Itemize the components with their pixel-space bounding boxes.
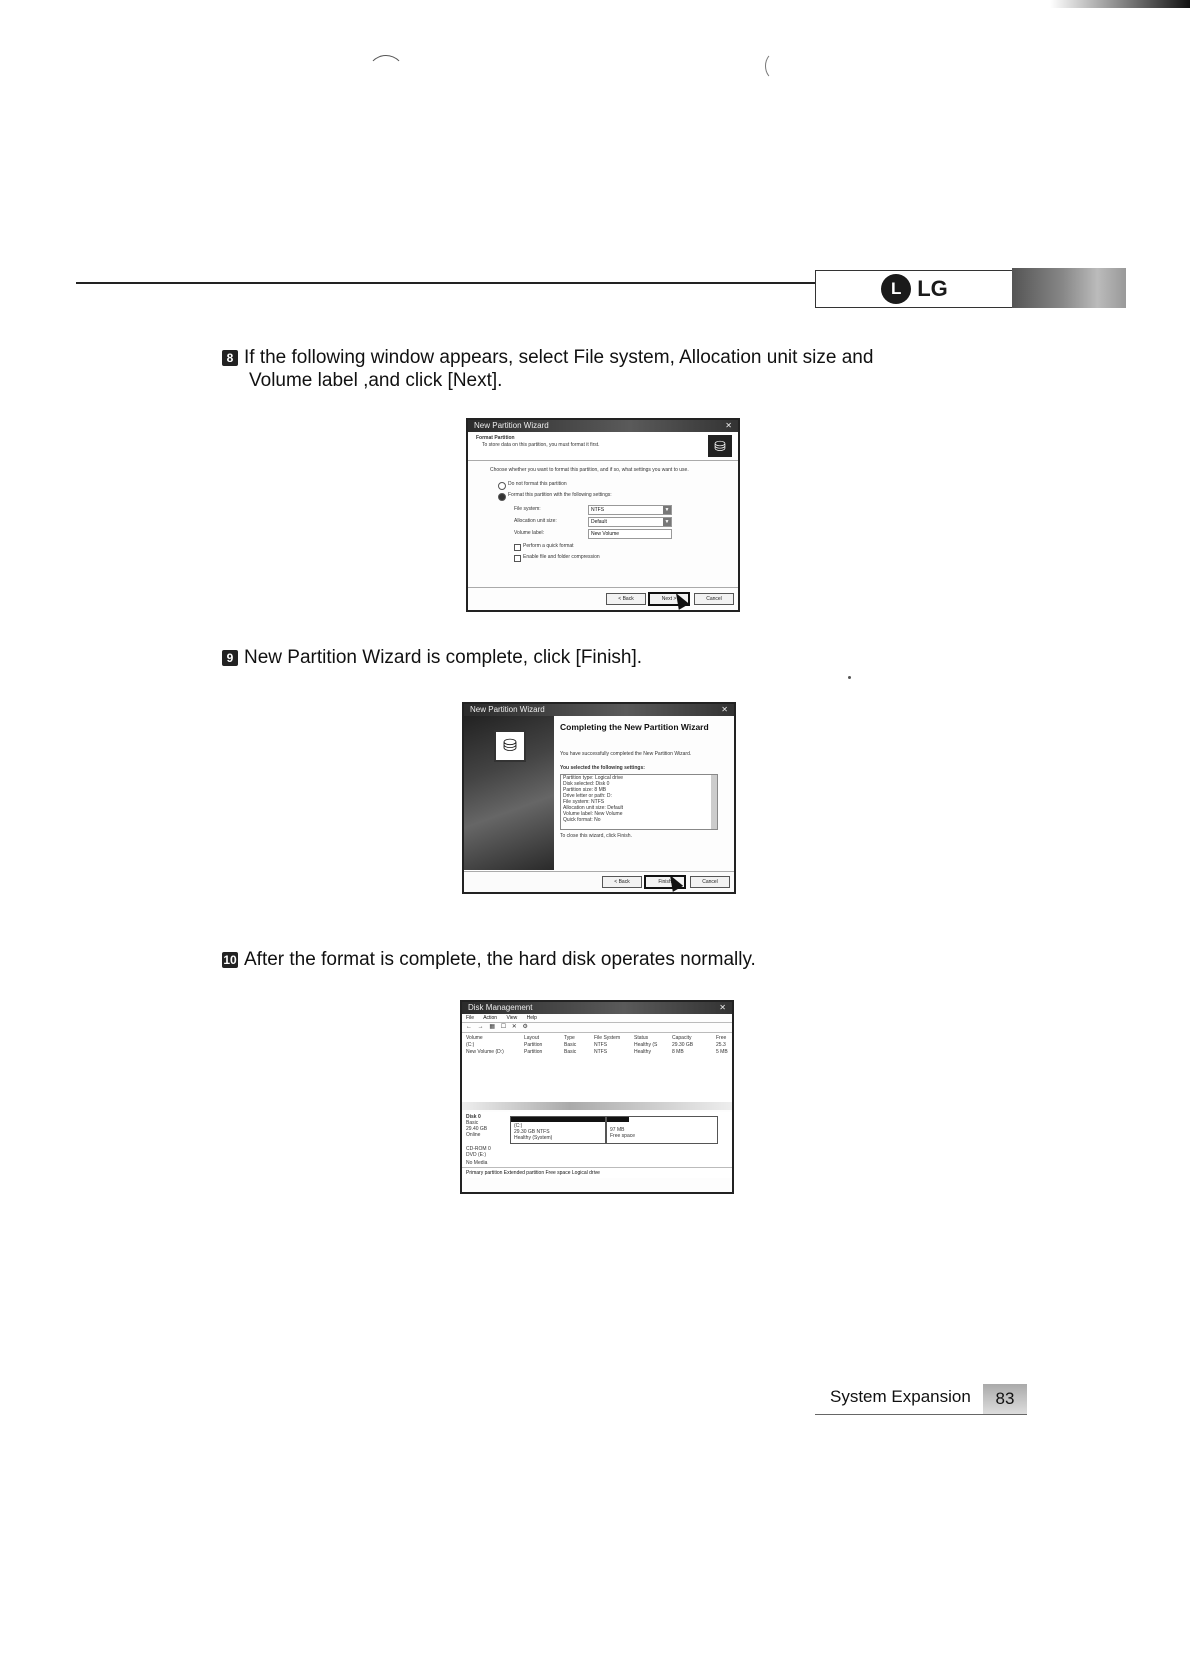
scan-mark [765, 52, 787, 80]
col-header[interactable]: Capacity [672, 1035, 692, 1041]
menu-action[interactable]: Action [483, 1015, 498, 1021]
table-cell: 8 MB [672, 1049, 684, 1055]
col-header[interactable]: Layout [524, 1035, 540, 1041]
step-9 [222, 646, 642, 669]
free-size: 97 MB [610, 1127, 625, 1133]
col-header[interactable]: Volume [466, 1035, 483, 1041]
table-cell: NTFS [594, 1049, 608, 1055]
step-10 [222, 948, 756, 971]
properties-icon[interactable]: ☐ [500, 1024, 509, 1030]
next-button[interactable]: Next > [648, 592, 690, 606]
compression-label: Enable file and folder compression [523, 554, 600, 560]
scan-edge-artifact [1050, 0, 1190, 8]
partition-status: Healthy (System) [514, 1135, 553, 1141]
back-button[interactable]: < Back [602, 876, 642, 888]
table-cell: Partition [524, 1049, 543, 1055]
step-number-badge: 8 [222, 350, 238, 366]
volume-label-label: Volume label: [514, 530, 545, 536]
dialog-footer [464, 871, 734, 892]
disk-name: Disk 0 [466, 1114, 481, 1120]
partition-c[interactable] [510, 1116, 606, 1144]
radio-no-format[interactable] [498, 482, 506, 490]
disk-graph-view [462, 1112, 732, 1178]
settings-item: Allocation unit size: Default [563, 805, 624, 811]
table-cell: 29.30 GB [672, 1042, 694, 1048]
page-number: 83 [983, 1384, 1027, 1414]
quick-format-checkbox[interactable] [514, 544, 521, 551]
back-button[interactable]: < Back [606, 593, 646, 605]
table-cell: Healthy (S [634, 1042, 658, 1048]
settings-item: Partition size: 8 MB [563, 787, 607, 793]
footer-rule [815, 1414, 1027, 1415]
scrollbar[interactable] [711, 775, 717, 829]
table-cell: NTFS [594, 1042, 608, 1048]
cdrom-name: CD-ROM 0 [466, 1146, 491, 1152]
disk-type: Basic [466, 1120, 479, 1126]
section-name: System Expansion [830, 1387, 971, 1406]
partition-name: (C:) [514, 1123, 523, 1129]
col-header[interactable]: Status [634, 1035, 649, 1041]
step-number-badge: 10 [223, 953, 237, 967]
step-text: Volume label ,and click [Next]. [249, 370, 503, 391]
table-cell[interactable]: (C:) [466, 1042, 475, 1048]
completing-wizard-dialog [462, 702, 736, 894]
close-icon[interactable]: ✕ [725, 421, 732, 430]
free-label: Free space [610, 1133, 636, 1139]
menu-bar [462, 1014, 734, 1023]
scan-mark [367, 55, 405, 93]
settings-list[interactable] [560, 774, 718, 830]
settings-item: Volume label: New Volume [563, 811, 623, 817]
grid-icon[interactable]: ▦ [489, 1024, 498, 1030]
cdrom-type: DVD (E:) [466, 1152, 486, 1158]
horizontal-scrollbar[interactable] [462, 1102, 732, 1110]
menu-help[interactable]: Help [526, 1015, 537, 1021]
radio-no-format-label: Do not format this partition [508, 481, 567, 487]
table-cell: 25.3 [716, 1042, 726, 1048]
step-number-badge: 9 [222, 650, 238, 666]
file-system-label: File system: [514, 506, 541, 512]
col-header[interactable]: File System [594, 1035, 621, 1041]
close-icon[interactable]: ✕ [721, 705, 728, 714]
lg-logo [815, 270, 1014, 308]
menu-view[interactable]: View [506, 1015, 518, 1021]
menu-file[interactable]: File [466, 1015, 475, 1021]
step-8 [222, 346, 1002, 392]
header-tab [1012, 268, 1126, 308]
dialog-header [468, 432, 738, 461]
table-cell: Partition [524, 1042, 543, 1048]
window-titlebar [462, 1002, 732, 1014]
format-prompt: Choose whether you want to format this partition, and if so, what settings you want to use. [490, 467, 689, 473]
complete-heading: Completing the New Partition Wizard [560, 722, 709, 732]
settings-item: Quick format: No [563, 817, 601, 823]
table-cell: Basic [564, 1049, 577, 1055]
wizard-side-banner [464, 716, 554, 870]
complete-selected: You selected the following settings: [560, 765, 645, 771]
alloc-size-select[interactable]: Default ▼ [588, 517, 672, 527]
disk-size: 29.40 GB [466, 1126, 488, 1132]
disk-icon: ⛁ [494, 730, 526, 762]
forward-icon[interactable]: → [477, 1024, 486, 1030]
legend: Primary partition Extended partition Free space Logical drive [462, 1167, 734, 1178]
toolbar [462, 1023, 734, 1033]
step-text: After the format is complete, the hard disk operates normally. [244, 949, 756, 970]
col-header[interactable]: Type [564, 1035, 575, 1041]
cdrom-media: No Media [466, 1160, 488, 1166]
compression-checkbox[interactable] [514, 555, 521, 562]
dialog-titlebar [464, 704, 734, 716]
brand-name: LG [917, 276, 948, 301]
close-icon[interactable]: ✕ [719, 1003, 726, 1012]
dialog-heading: Format Partition [476, 435, 515, 441]
volume-table [462, 1033, 732, 1103]
radio-format[interactable] [498, 493, 506, 501]
dialog-footer [468, 587, 738, 610]
settings-icon[interactable]: ⚙ [522, 1024, 530, 1030]
quick-format-label: Perform a quick format [523, 543, 574, 549]
settings-item: Partition type: Logical drive [563, 775, 624, 781]
complete-success: You have successfully completed the New Partition Wizard. [560, 751, 692, 757]
alloc-size-label: Allocation unit size: [514, 518, 557, 524]
partition-detail: 29.30 GB NTFS [514, 1129, 550, 1135]
chevron-down-icon: ▼ [664, 507, 670, 513]
file-system-select[interactable]: NTFS ▼ [588, 505, 672, 515]
settings-item: Disk selected: Disk 0 [563, 781, 610, 787]
volume-label-input[interactable]: New Volume [588, 529, 672, 539]
partition-bar [511, 1117, 605, 1122]
disk-icon: ⛁ [708, 435, 732, 457]
partition-free[interactable] [606, 1116, 718, 1144]
table-cell: 5 MB [716, 1049, 728, 1055]
scan-speck [848, 676, 851, 679]
window-title: Disk Management [468, 1003, 533, 1012]
step-text: New Partition Wizard is complete, click [Finish]. [244, 647, 643, 668]
dialog-titlebar [468, 420, 738, 432]
settings-item: Drive letter or path: D: [563, 793, 612, 799]
table-cell[interactable]: New Volume (D:) [466, 1049, 504, 1055]
cancel-button[interactable]: Cancel [690, 876, 730, 888]
lg-logo-icon: L [881, 274, 911, 304]
partition-bar [607, 1117, 629, 1122]
close-hint: To close this wizard, click Finish. [560, 833, 632, 839]
col-header[interactable]: Free [716, 1035, 727, 1041]
dialog-title: New Partition Wizard [474, 421, 549, 430]
format-partition-dialog [466, 418, 740, 612]
delete-icon[interactable]: ✕ [511, 1024, 519, 1030]
radio-format-label: Format this partition with the following settings: [508, 492, 612, 498]
finish-button[interactable]: Finish [644, 875, 686, 889]
settings-item: File system: NTFS [563, 799, 605, 805]
disk-management-window [460, 1000, 734, 1194]
header-rule [76, 282, 816, 284]
table-cell: Basic [564, 1042, 577, 1048]
cancel-button[interactable]: Cancel [694, 593, 734, 605]
step-text: If the following window appears, select File system, Allocation unit size and [244, 347, 874, 368]
dialog-title: New Partition Wizard [470, 705, 545, 714]
dialog-subheading: To store data on this partition, you must format it first. [482, 442, 600, 448]
table-cell: Healthy [634, 1049, 651, 1055]
back-icon[interactable]: ← [466, 1024, 474, 1030]
chevron-down-icon: ▼ [664, 519, 670, 525]
disk-status: Online [466, 1132, 481, 1138]
